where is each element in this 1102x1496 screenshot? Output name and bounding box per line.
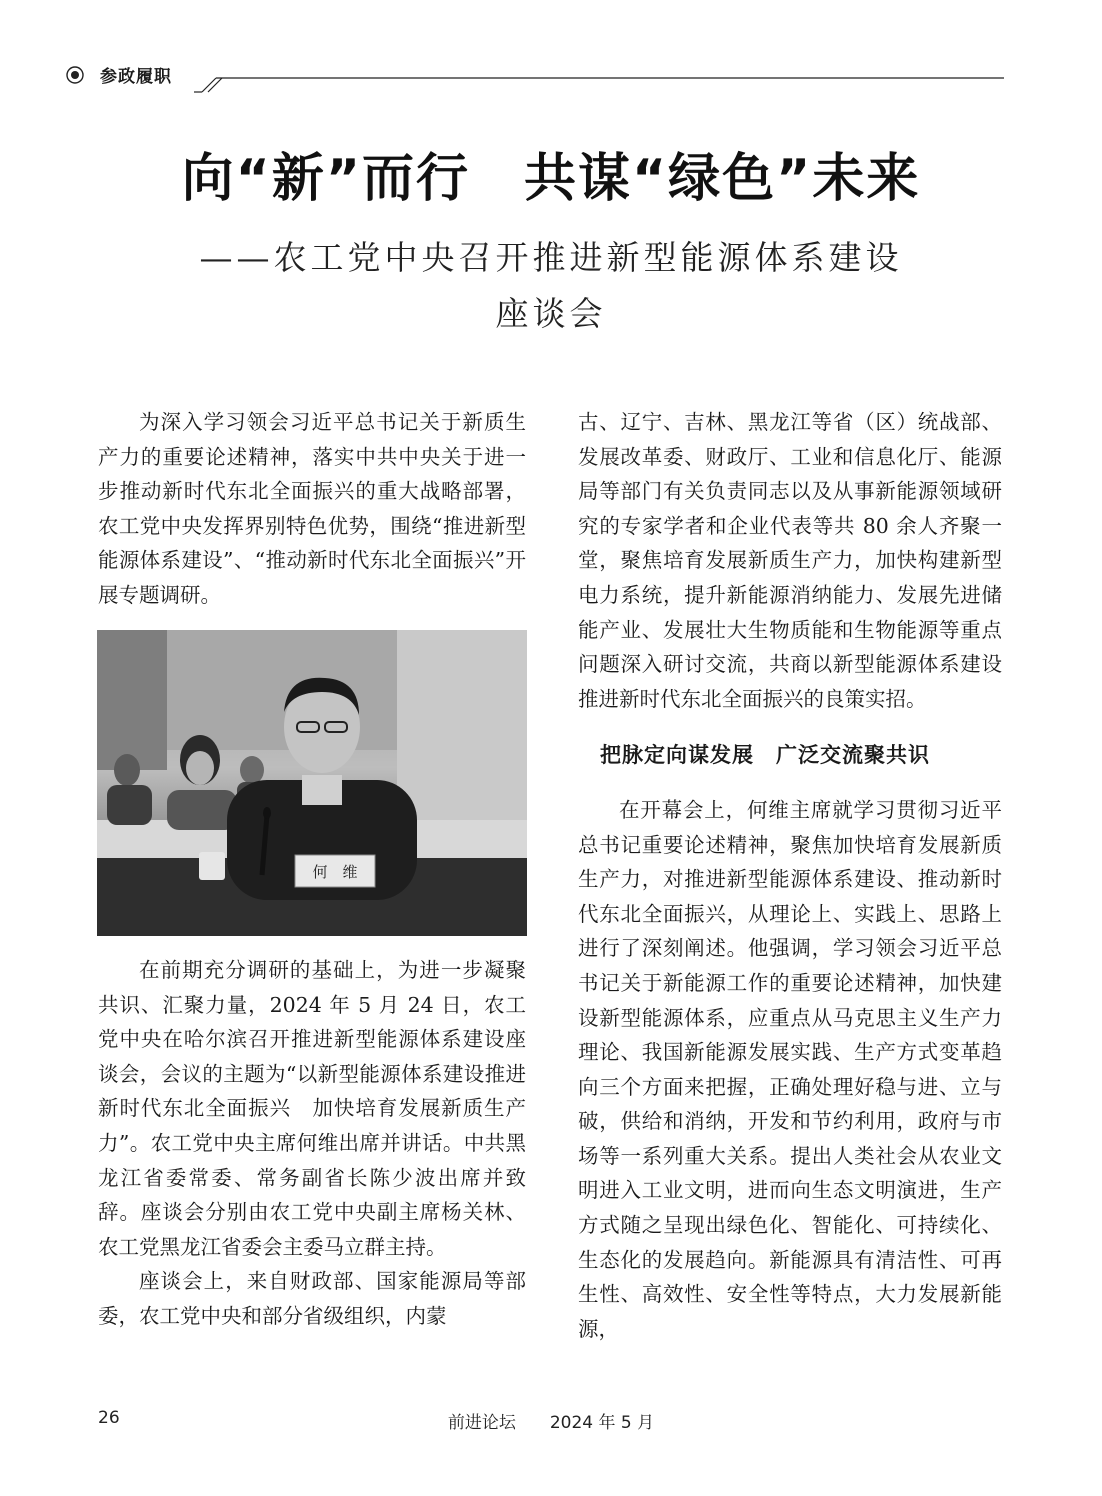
section-header xyxy=(64,58,1004,98)
publication-info: 前进论坛 2024 年 5 月 xyxy=(447,1413,655,1433)
article-subtitle-line2: 座谈会 xyxy=(495,294,607,333)
paragraph: 古、辽宁、吉林、黑龙江等省（区）统战部、发展改革委、财政厅、工业和信息化厅、能源局等部门有关负责同志以及从事新能源领域研究的专家学者和企业代表等共 80 余人齐聚一堂，聚焦培育发展新质生产力，加快构建新型电力系统，提升新能源消纳能力、发展先进储能产业、发展壮大生物质能和生物能源等重点问题深入研讨交流，共商以新型能源体系建设推进新时代东北全面振兴的良策实招。 xyxy=(578,410,1002,711)
paragraph: 在前期充分调研的基础上，为进一步凝聚共识、汇聚力量，2024 年 5 月 24 日，农工党中央在哈尔滨召开推进新型能源体系建设座谈会，会议的主题为“以新型能源体系建设推进新时代东北全面振兴 加快培育发展新质生产力”。农工党中央主席何维出席并讲话。中共黑龙江省委常委、常务副省长陈少波出席并致辞。座谈会分别由农工党中央副主席杨关林、农工党黑龙江省委会主委马立群主持。 xyxy=(98,958,526,1259)
section-label: 参政履职 xyxy=(100,67,172,87)
page-number: 26 xyxy=(98,1408,120,1428)
header-rule xyxy=(194,58,1004,98)
left-column-bottom xyxy=(98,953,526,1334)
paragraph: 为深入学习领会习近平总书记关于新质生产力的重要论述精神，落实中共中央关于进一步推动新时代东北全面振兴的重大战略部署，农工党中央发挥界别特色优势，围绕“推进新型能源体系建设”、“推动新时代东北全面振兴”开展专题调研。 xyxy=(98,410,526,607)
right-column xyxy=(578,405,1002,1346)
paragraph: 在开幕会上，何维主席就学习贯彻习近平总书记重要论述精神，聚焦加快培育发展新质生产力，对推进新型能源体系建设、推动新时代东北全面振兴，从理论上、实践上、思路上进行了深刻阐述。他强调，学习领会习近平总书记关于新能源工作的重要论述精神，加快建设新型能源体系，应重点从马克思主义生产力理论、我国新能源发展实践、生产方式变革趋向三个方面来把握，正确处理好稳与进、立与破，供给和消纳，开发和节约利用，政府与市场等一系列重大关系。提出人类社会从农业文明进入工业文明，进而向生态文明演进，生产方式随之呈现出绿色化、智能化、可持续化、生态化的发展趋向。新能源具有清洁性、可再生性、高效性、安全性等特点，大力发展新能源， xyxy=(578,797,1002,1341)
section-heading: 把脉定向谋发展 广泛交流聚共识 xyxy=(600,743,930,768)
article-title: 向“新”而行 共谋“绿色”未来 xyxy=(181,149,921,209)
left-column-top xyxy=(98,405,526,613)
paragraph: 座谈会上，来自财政部、国家能源局等部委，农工党中央和部分省级组织，内蒙 xyxy=(98,1269,526,1328)
nameplate-text: 何 维 xyxy=(312,863,358,881)
meeting-photo xyxy=(97,630,527,936)
article-subtitle-line1: ——农工党中央召开推进新型能源体系建设 xyxy=(199,238,903,277)
target-circle-icon xyxy=(66,66,84,84)
